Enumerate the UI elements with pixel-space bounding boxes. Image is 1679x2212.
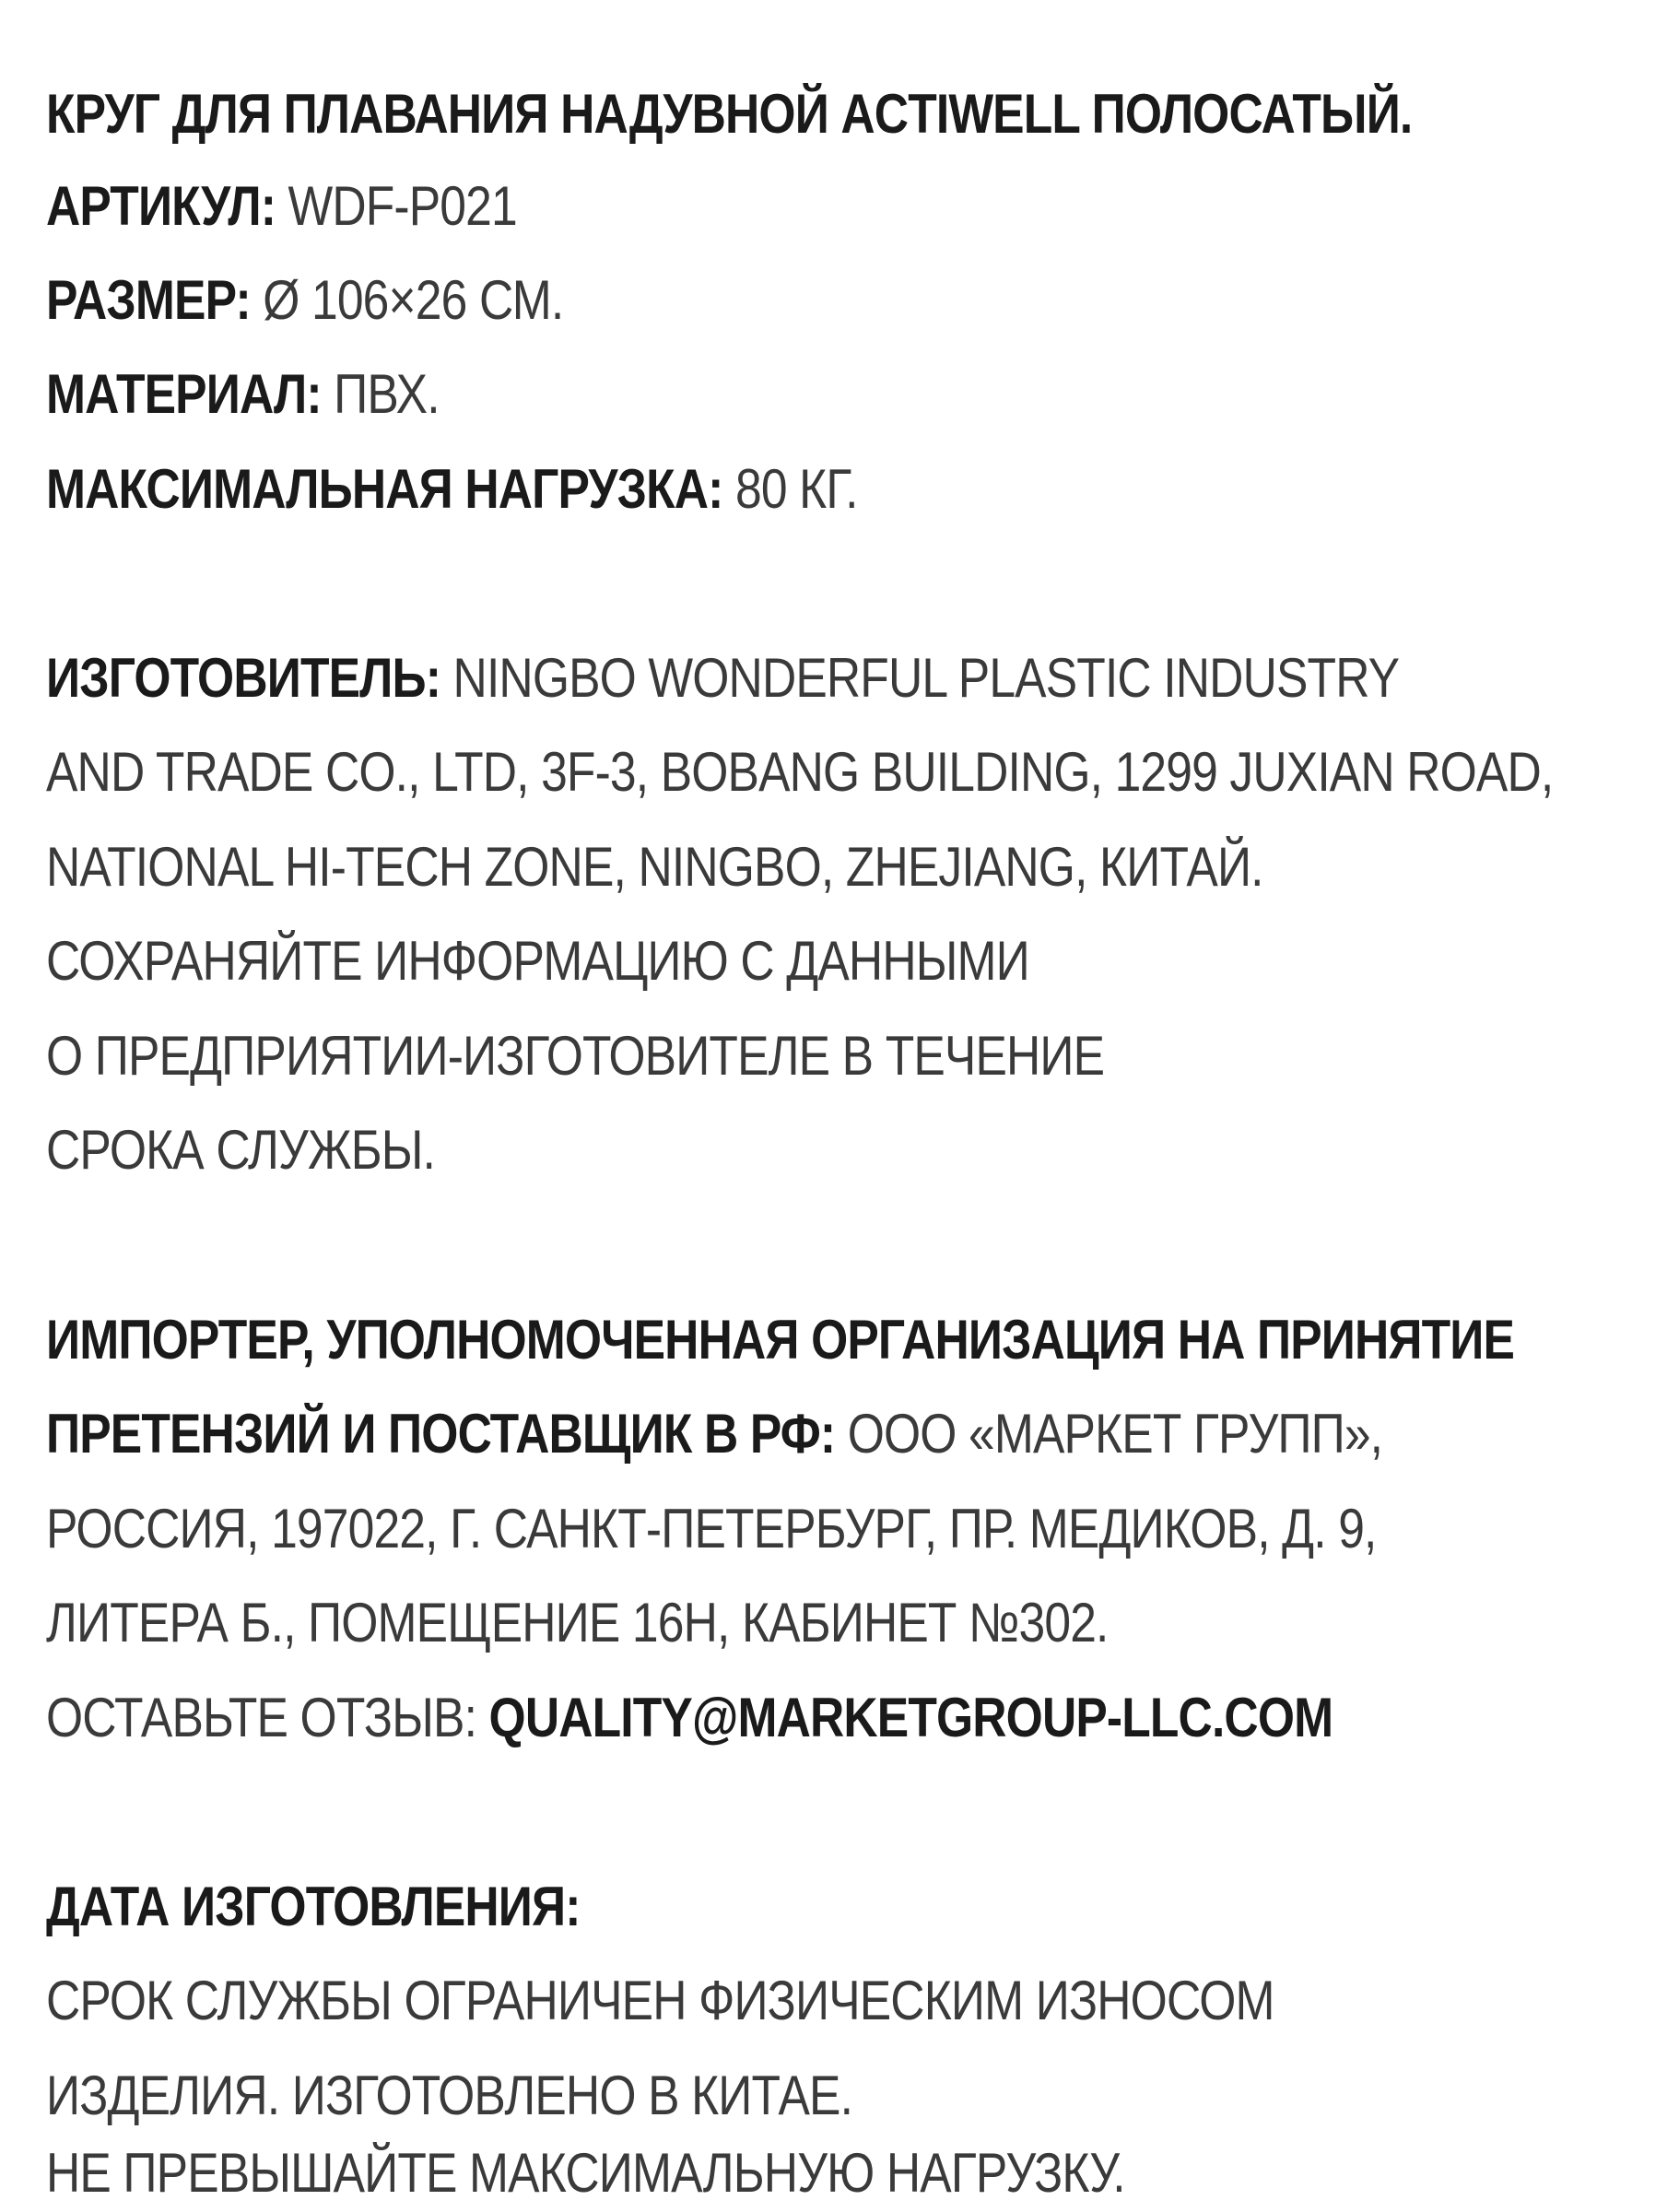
- importer-label-line-2: ПРЕТЕНЗИЙ И ПОСТАВЩИК В РФ:: [46, 1403, 836, 1465]
- manufacturer-line-6: СРОКА СЛУЖБЫ.: [46, 1119, 436, 1181]
- manufacturer-line-5: О ПРЕДПРИЯТИИ-ИЗГОТОВИТЕЛЕ В ТЕЧЕНИЕ: [46, 1025, 1105, 1087]
- importer-name: ООО «МАРКЕТ ГРУПП»,: [847, 1403, 1383, 1465]
- max-load-line: [46, 456, 858, 523]
- material-line: [46, 361, 440, 428]
- importer-label-line-1: ИМПОРТЕР, УПОЛНОМОЧЕННАЯ ОРГАНИЗАЦИЯ НА ПРИНЯТИЕ: [46, 1309, 1515, 1371]
- importer-line-4: ЛИТЕРА Б., ПОМЕЩЕНИЕ 16Н, КАБИНЕТ №302.: [46, 1592, 1109, 1653]
- manufacturer-line-2: AND TRADE CO., LTD, 3F-3, BOBANG BUILDING, 1299 JUXIAN ROAD,: [46, 741, 1554, 803]
- importer-line-2: [46, 1401, 1382, 1467]
- feedback-email: QUALITY@MARKETGROUP-LLC.COM: [488, 1687, 1333, 1748]
- material-label: МАТЕРИАЛ:: [46, 363, 322, 425]
- manufacturer-label: ИЗГОТОВИТЕЛЬ:: [46, 647, 441, 709]
- manufacturer-line-1: [46, 645, 1399, 712]
- manufacturer-name: NINGBO WONDERFUL PLASTIC INDUSTRY: [452, 647, 1400, 709]
- max-load-label: МАКСИМАЛЬНАЯ НАГРУЗКА:: [46, 458, 723, 520]
- article-label: АРТИКУЛ:: [46, 175, 276, 237]
- manufacturer-line-4: СОХРАНЯЙТЕ ИНФОРМАЦИЮ С ДАННЫМИ: [46, 930, 1029, 992]
- size-value: Ø 106×26 СМ.: [263, 269, 564, 331]
- max-load-value: 80 КГ.: [734, 458, 858, 520]
- manufacturer-line-3: NATIONAL HI-TECH ZONE, NINGBO, ZHEJIANG, КИТАЙ.: [46, 836, 1263, 898]
- size-line: [46, 267, 563, 334]
- article-value: WDF-P021: [288, 175, 517, 237]
- production-line-3: НЕ ПРЕВЫШАЙТЕ МАКСИМАЛЬНУЮ НАГРУЗКУ.: [46, 2142, 1125, 2204]
- production-line-2: ИЗДЕЛИЯ. ИЗГОТОВЛЕНО В КИТАЕ.: [46, 2065, 853, 2126]
- product-title: КРУГ ДЛЯ ПЛАВАНИЯ НАДУВНОЙ ACTIWELL ПОЛОСАТЫЙ.: [46, 83, 1413, 145]
- feedback-label: ОСТАВЬТЕ ОТЗЫВ:: [46, 1687, 477, 1748]
- production-line-1: СРОК СЛУЖБЫ ОГРАНИЧЕН ФИЗИЧЕСКИМ ИЗНОСОМ: [46, 1970, 1274, 2031]
- article-line: [46, 173, 517, 240]
- feedback-line: [46, 1685, 1333, 1751]
- material-value: ПВХ.: [334, 363, 440, 425]
- size-label: РАЗМЕР:: [46, 269, 251, 331]
- importer-line-3: РОССИЯ, 197022, Г. САНКТ-ПЕТЕРБУРГ, ПР. МЕДИКОВ, Д. 9,: [46, 1498, 1377, 1559]
- production-date-label: ДАТА ИЗГОТОВЛЕНИЯ:: [46, 1876, 581, 1937]
